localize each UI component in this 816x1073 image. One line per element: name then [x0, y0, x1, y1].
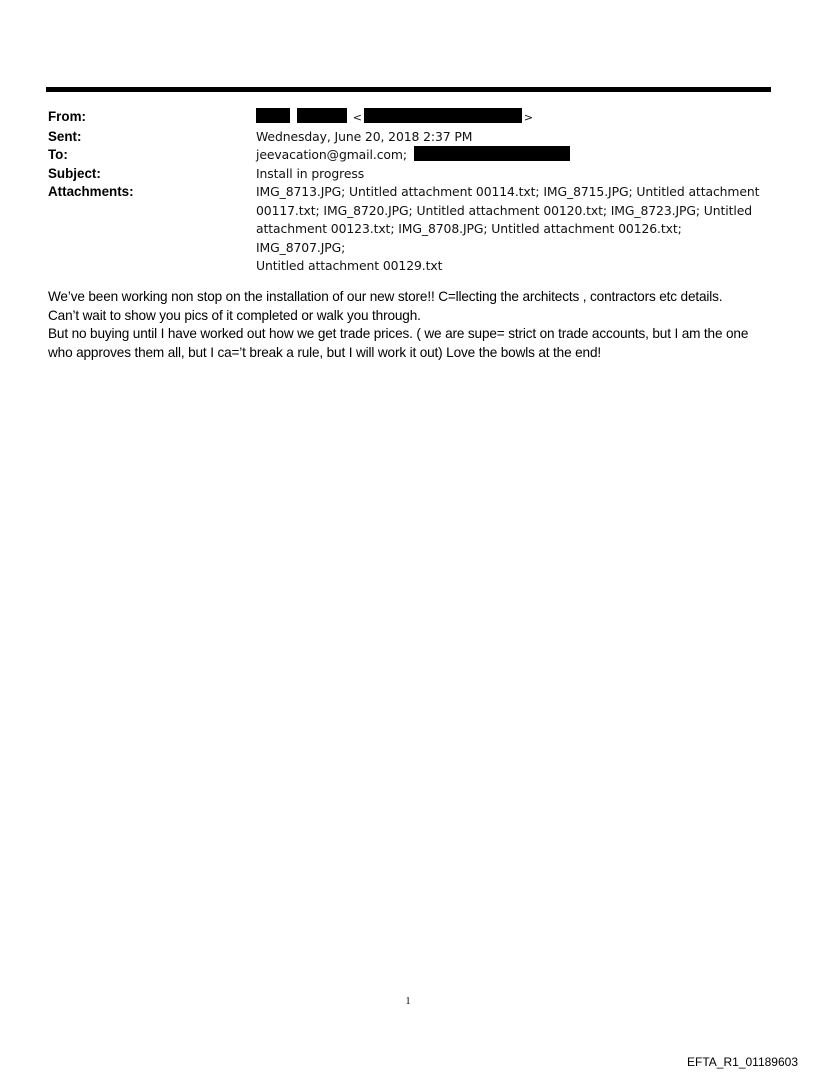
attachments-label: Attachments:	[48, 184, 134, 199]
redaction-block	[414, 146, 570, 161]
sent-value: Wednesday, June 20, 2018 2:37 PM	[256, 128, 473, 144]
to-value	[256, 146, 768, 165]
body-line: We’ve been working non stop on the installation of our new store!! C=llecting the architects , contractors etc details.	[48, 289, 723, 304]
angle-close: >	[523, 111, 533, 124]
to-address: jeevacation@gmail.com;	[256, 147, 407, 162]
from-value	[256, 108, 768, 128]
to-row	[48, 146, 768, 165]
subject-row	[48, 165, 768, 184]
attachments-line: Untitled attachment 00129.txt	[256, 258, 443, 273]
body-line: Can’t wait to show you pics of it completed or walk you through.	[48, 307, 421, 323]
body-line: who approves them all, but I ca=’t break a rule, but I will work it out) Love the bowls at the end!	[48, 344, 601, 360]
attachments-line: attachment 00123.txt; IMG_8708.JPG; Untitled attachment 00126.txt; IMG_8707.JPG;	[256, 221, 682, 255]
body-line: But no buying until I have worked out how we get trade prices. ( we are supe= strict on trade accounts, but I am the one	[48, 326, 749, 341]
from-label: From:	[48, 109, 86, 124]
sent-label: Sent:	[48, 128, 82, 144]
to-label: To:	[48, 147, 68, 162]
attachments-line: 00117.txt; IMG_8720.JPG; Untitled attachment 00120.txt; IMG_8723.JPG; Untitled	[256, 202, 753, 218]
redaction-block	[364, 108, 522, 123]
angle-open: <	[352, 111, 362, 124]
email-body	[48, 288, 778, 362]
redaction-block	[297, 108, 347, 123]
document-id: EFTA_R1_01189603	[687, 1055, 798, 1069]
email-header	[48, 108, 768, 276]
attachments-row	[48, 183, 768, 276]
page-number: 1	[405, 996, 411, 1007]
sent-row	[48, 128, 768, 147]
subject-value: Install in progress	[256, 165, 365, 181]
attachments-line: IMG_8713.JPG; Untitled attachment 00114.txt; IMG_8715.JPG; Untitled attachment	[256, 184, 760, 199]
redaction-block	[256, 108, 290, 123]
subject-label: Subject:	[48, 165, 101, 181]
attachments-value	[256, 183, 768, 276]
header-rule	[46, 87, 771, 92]
from-row	[48, 108, 768, 128]
